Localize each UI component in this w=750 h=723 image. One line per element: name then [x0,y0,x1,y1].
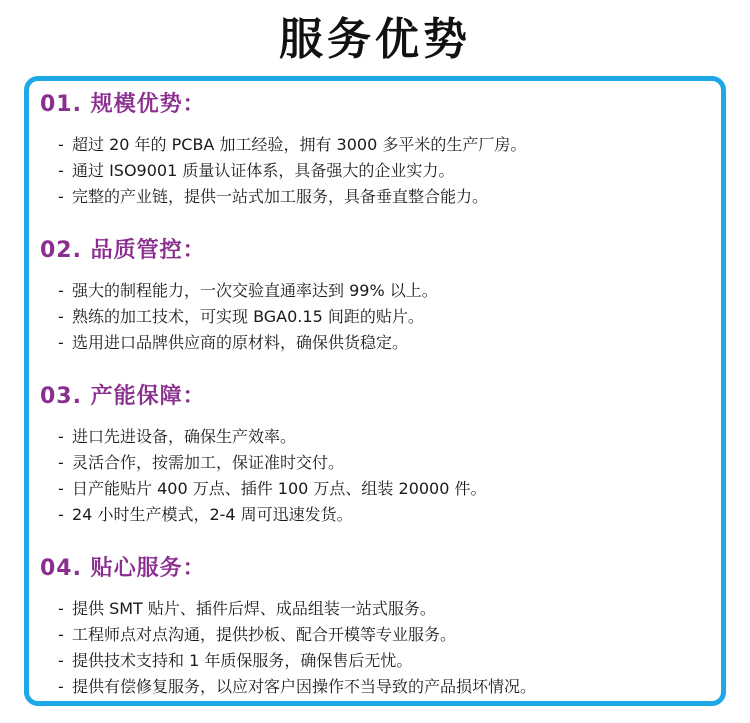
item-text: 通过 ISO9001 质量认证体系，具备强大的企业实力。 [72,161,455,180]
item-text: 工程师点对点沟通，提供抄板、配合开模等专业服务。 [72,625,457,644]
section-capacity [40,382,720,528]
section-heading: 01. 规模优势： [40,92,206,117]
item-text: 完整的产业链，提供一站式加工服务，具备垂直整合能力。 [72,187,489,206]
item-text: 强大的制程能力，一次交验直通率达到 99% 以上。 [72,281,438,300]
item-text: 提供技术支持和 1 年质保服务，确保售后无忧。 [72,651,413,670]
list-item [40,476,720,502]
section-items [40,424,720,528]
bullet-dash: - [58,505,64,524]
section-heading: 02. 品质管控： [40,238,206,263]
list-item [40,158,720,184]
section-scale [40,90,720,210]
list-item [40,132,720,158]
list-item [40,330,720,356]
item-text: 灵活合作，按需加工，保证准时交付。 [72,453,345,472]
item-text: 进口先进设备，确保生产效率。 [72,427,297,446]
bullet-dash: - [58,333,64,352]
list-item [40,304,720,330]
bullet-dash: - [58,651,64,670]
item-text: 熟练的加工技术，可实现 BGA0.15 间距的贴片。 [72,307,424,326]
bullet-dash: - [58,161,64,180]
list-item [40,596,720,622]
section-heading: 04. 贴心服务： [40,556,206,581]
section-quality [40,236,720,356]
section-items [40,278,720,356]
bullet-dash: - [58,187,64,206]
list-item [40,648,720,674]
list-item [40,278,720,304]
item-text: 日产能贴片 400 万点、插件 100 万点、组装 20000 件。 [72,479,487,498]
item-text: 提供 SMT 贴片、插件后焊、成品组装一站式服务。 [72,599,436,618]
bullet-dash: - [58,307,64,326]
list-item [40,622,720,648]
section-items [40,596,720,700]
list-item [40,424,720,450]
bullet-dash: - [58,281,64,300]
bullet-dash: - [58,453,64,472]
list-item [40,674,720,700]
list-item [40,184,720,210]
item-text: 24 小时生产模式，2-4 周可迅速发货。 [72,505,353,524]
section-service [40,554,720,700]
page-title: 服务优势 [279,14,471,65]
bullet-dash: - [58,427,64,446]
bullet-dash: - [58,677,64,696]
bullet-dash: - [58,625,64,644]
bullet-dash: - [58,135,64,154]
item-text: 超过 20 年的 PCBA 加工经验，拥有 3000 多平米的生产厂房。 [72,135,527,154]
list-item [40,450,720,476]
list-item [40,502,720,528]
item-text: 选用进口品牌供应商的原材料，确保供货稳定。 [72,333,409,352]
section-items [40,132,720,210]
item-text: 提供有偿修复服务，以应对客户因操作不当导致的产品损坏情况。 [72,677,537,696]
bullet-dash: - [58,479,64,498]
bullet-dash: - [58,599,64,618]
section-heading: 03. 产能保障： [40,384,206,409]
